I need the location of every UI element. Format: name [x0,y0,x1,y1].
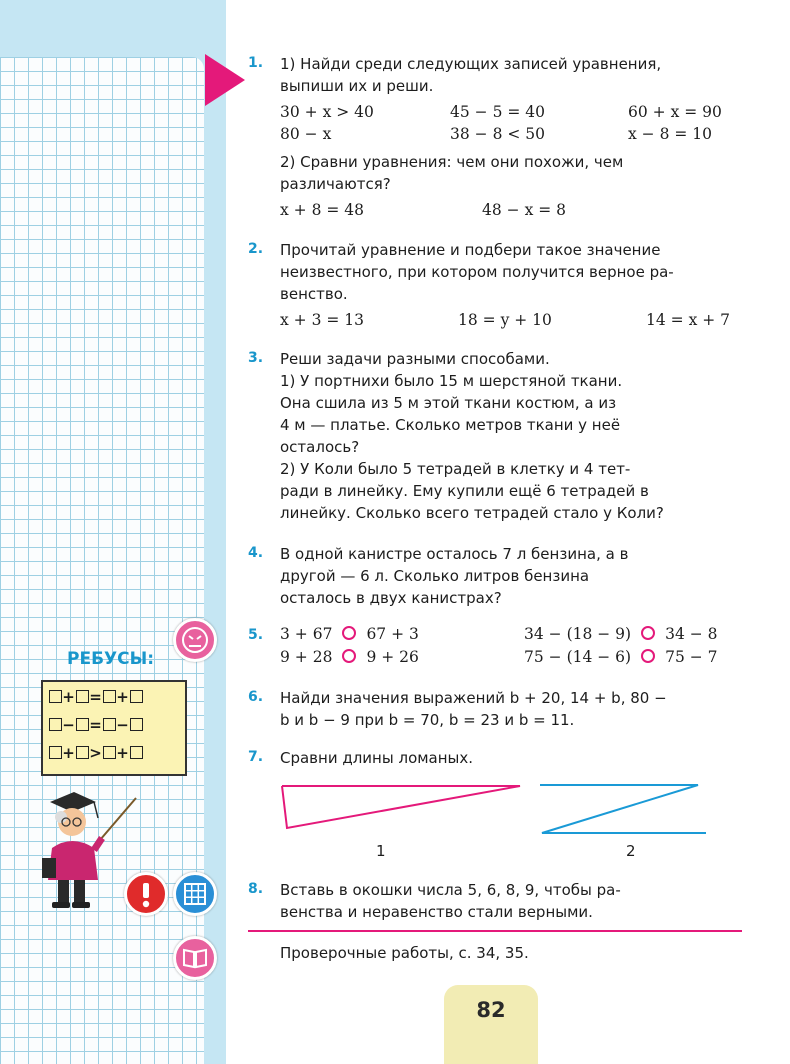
task-number: 8. [248,881,264,897]
polyline-label-1: 1 [376,842,386,860]
task-text: другой — 6 л. Сколько литров бензина [280,567,590,585]
expression: x − 8 = 10 [628,125,713,143]
lesson-start-pointer [205,54,245,106]
compare-circle[interactable] [342,649,356,663]
equation: x + 3 = 13 [280,311,365,329]
rebus-title: РЕБУСЫ: [67,649,155,669]
expression: 9 + 26 [366,648,419,666]
polyline-1 [282,786,520,828]
expression: 9 + 28 [280,648,333,666]
expression: 67 + 3 [366,625,419,643]
task-text: выпиши их и реши. [280,77,434,95]
professor-illustration [38,788,138,913]
expression: 45 − 5 = 40 [450,103,545,121]
page-number: 82 [476,998,506,1022]
task-number: 4. [248,545,264,561]
equation: 14 = x + 7 [646,311,731,329]
page-number-tab [444,985,538,1064]
task-text: осталось? [280,438,360,456]
blank-square[interactable] [76,746,89,759]
expression: 34 − (18 − 9) [524,625,632,643]
exclamation-icon [124,872,168,916]
rebus-row: + > + [49,744,143,762]
task-text: Прочитай уравнение и подбери такое значение [280,241,661,259]
blank-square[interactable] [49,690,62,703]
equation: x + 8 = 48 [280,201,365,219]
blank-square[interactable] [103,690,116,703]
task-text: 4 м — платье. Сколько метров ткани у неё [280,416,621,434]
compare-circle[interactable] [342,626,356,640]
check-works-reference: Проверочные работы, с. 34, 35. [280,944,529,962]
expression: 80 − x [280,125,332,143]
rebus-row: + = + [49,688,143,706]
expression: 30 + x > 40 [280,103,374,121]
task-text: Реши задачи разными способами. [280,350,550,368]
task-text: 1) Найди среди следующих записей уравнения, [280,55,662,73]
blank-square[interactable] [76,718,89,731]
blank-square[interactable] [49,746,62,759]
expression: 60 + x = 90 [628,103,722,121]
task-text: b и b − 9 при b = 70, b = 23 и b = 11. [280,711,575,729]
task-text: 2) Сравни уравнения: чем они похожи, чем [280,153,624,171]
polyline-2 [540,785,706,833]
task-text: 2) У Коли было 5 тетрадей в клетку и 4 тет- [280,460,631,478]
task-number: 1. [248,55,264,71]
task-text: линейку. Сколько всего тетрадей стало у Коли? [280,504,664,522]
task-number: 3. [248,350,264,366]
task-number: 7. [248,749,264,765]
task-number: 2. [248,241,264,257]
task-text: Сравни длины ломаных. [280,749,474,767]
task-text: В одной канистре осталось 7 л бензина, а в [280,545,629,563]
blank-square[interactable] [130,746,143,759]
blank-square[interactable] [103,718,116,731]
expression: 75 − (14 − 6) [524,648,632,666]
expression: 75 − 7 [665,648,718,666]
task-text: осталось в двух канистрах? [280,589,502,607]
puzzle-face-icon [173,618,217,662]
task-text: 1) У портнихи было 15 м шерстяной ткани. [280,372,623,390]
task-text: ради в линейку. Ему купили ещё 6 тетрадей в [280,482,649,500]
blank-square[interactable] [130,690,143,703]
blank-square[interactable] [103,746,116,759]
task-text: венства и неравенство стали верными. [280,903,593,921]
equation: 18 = y + 10 [458,311,552,329]
rebus-row: − = − [49,716,143,734]
book-icon [173,936,217,980]
polyline-label-2: 2 [626,842,636,860]
blank-square[interactable] [130,718,143,731]
compare-circle[interactable] [641,649,655,663]
rebus-box [41,680,187,776]
task-text: венство. [280,285,348,303]
blank-square[interactable] [76,690,89,703]
section-divider [248,930,742,932]
task-text: Найди значения выражений b + 20, 14 + b, 80 − [280,689,667,707]
blank-square[interactable] [49,718,62,731]
comparison-row [524,623,718,645]
task-text: Вставь в окошки числа 5, 6, 8, 9, чтобы ра- [280,881,621,899]
expression: 34 − 8 [665,625,718,643]
task-text: Она сшила из 5 м этой ткани костюм, а из [280,394,617,412]
compare-circle[interactable] [641,626,655,640]
task-number: 5. [248,627,264,643]
comparison-row [280,646,419,668]
equation: 48 − x = 8 [482,201,567,219]
task-text: неизвестного, при котором получится верное ра- [280,263,674,281]
grid-globe-icon [173,872,217,916]
task-number: 6. [248,689,264,705]
comparison-row [280,623,419,645]
task-text: различаются? [280,175,391,193]
polylines-figure [270,775,720,845]
comparison-row [524,646,718,668]
expression: 38 − 8 < 50 [450,125,545,143]
expression: 3 + 67 [280,625,333,643]
